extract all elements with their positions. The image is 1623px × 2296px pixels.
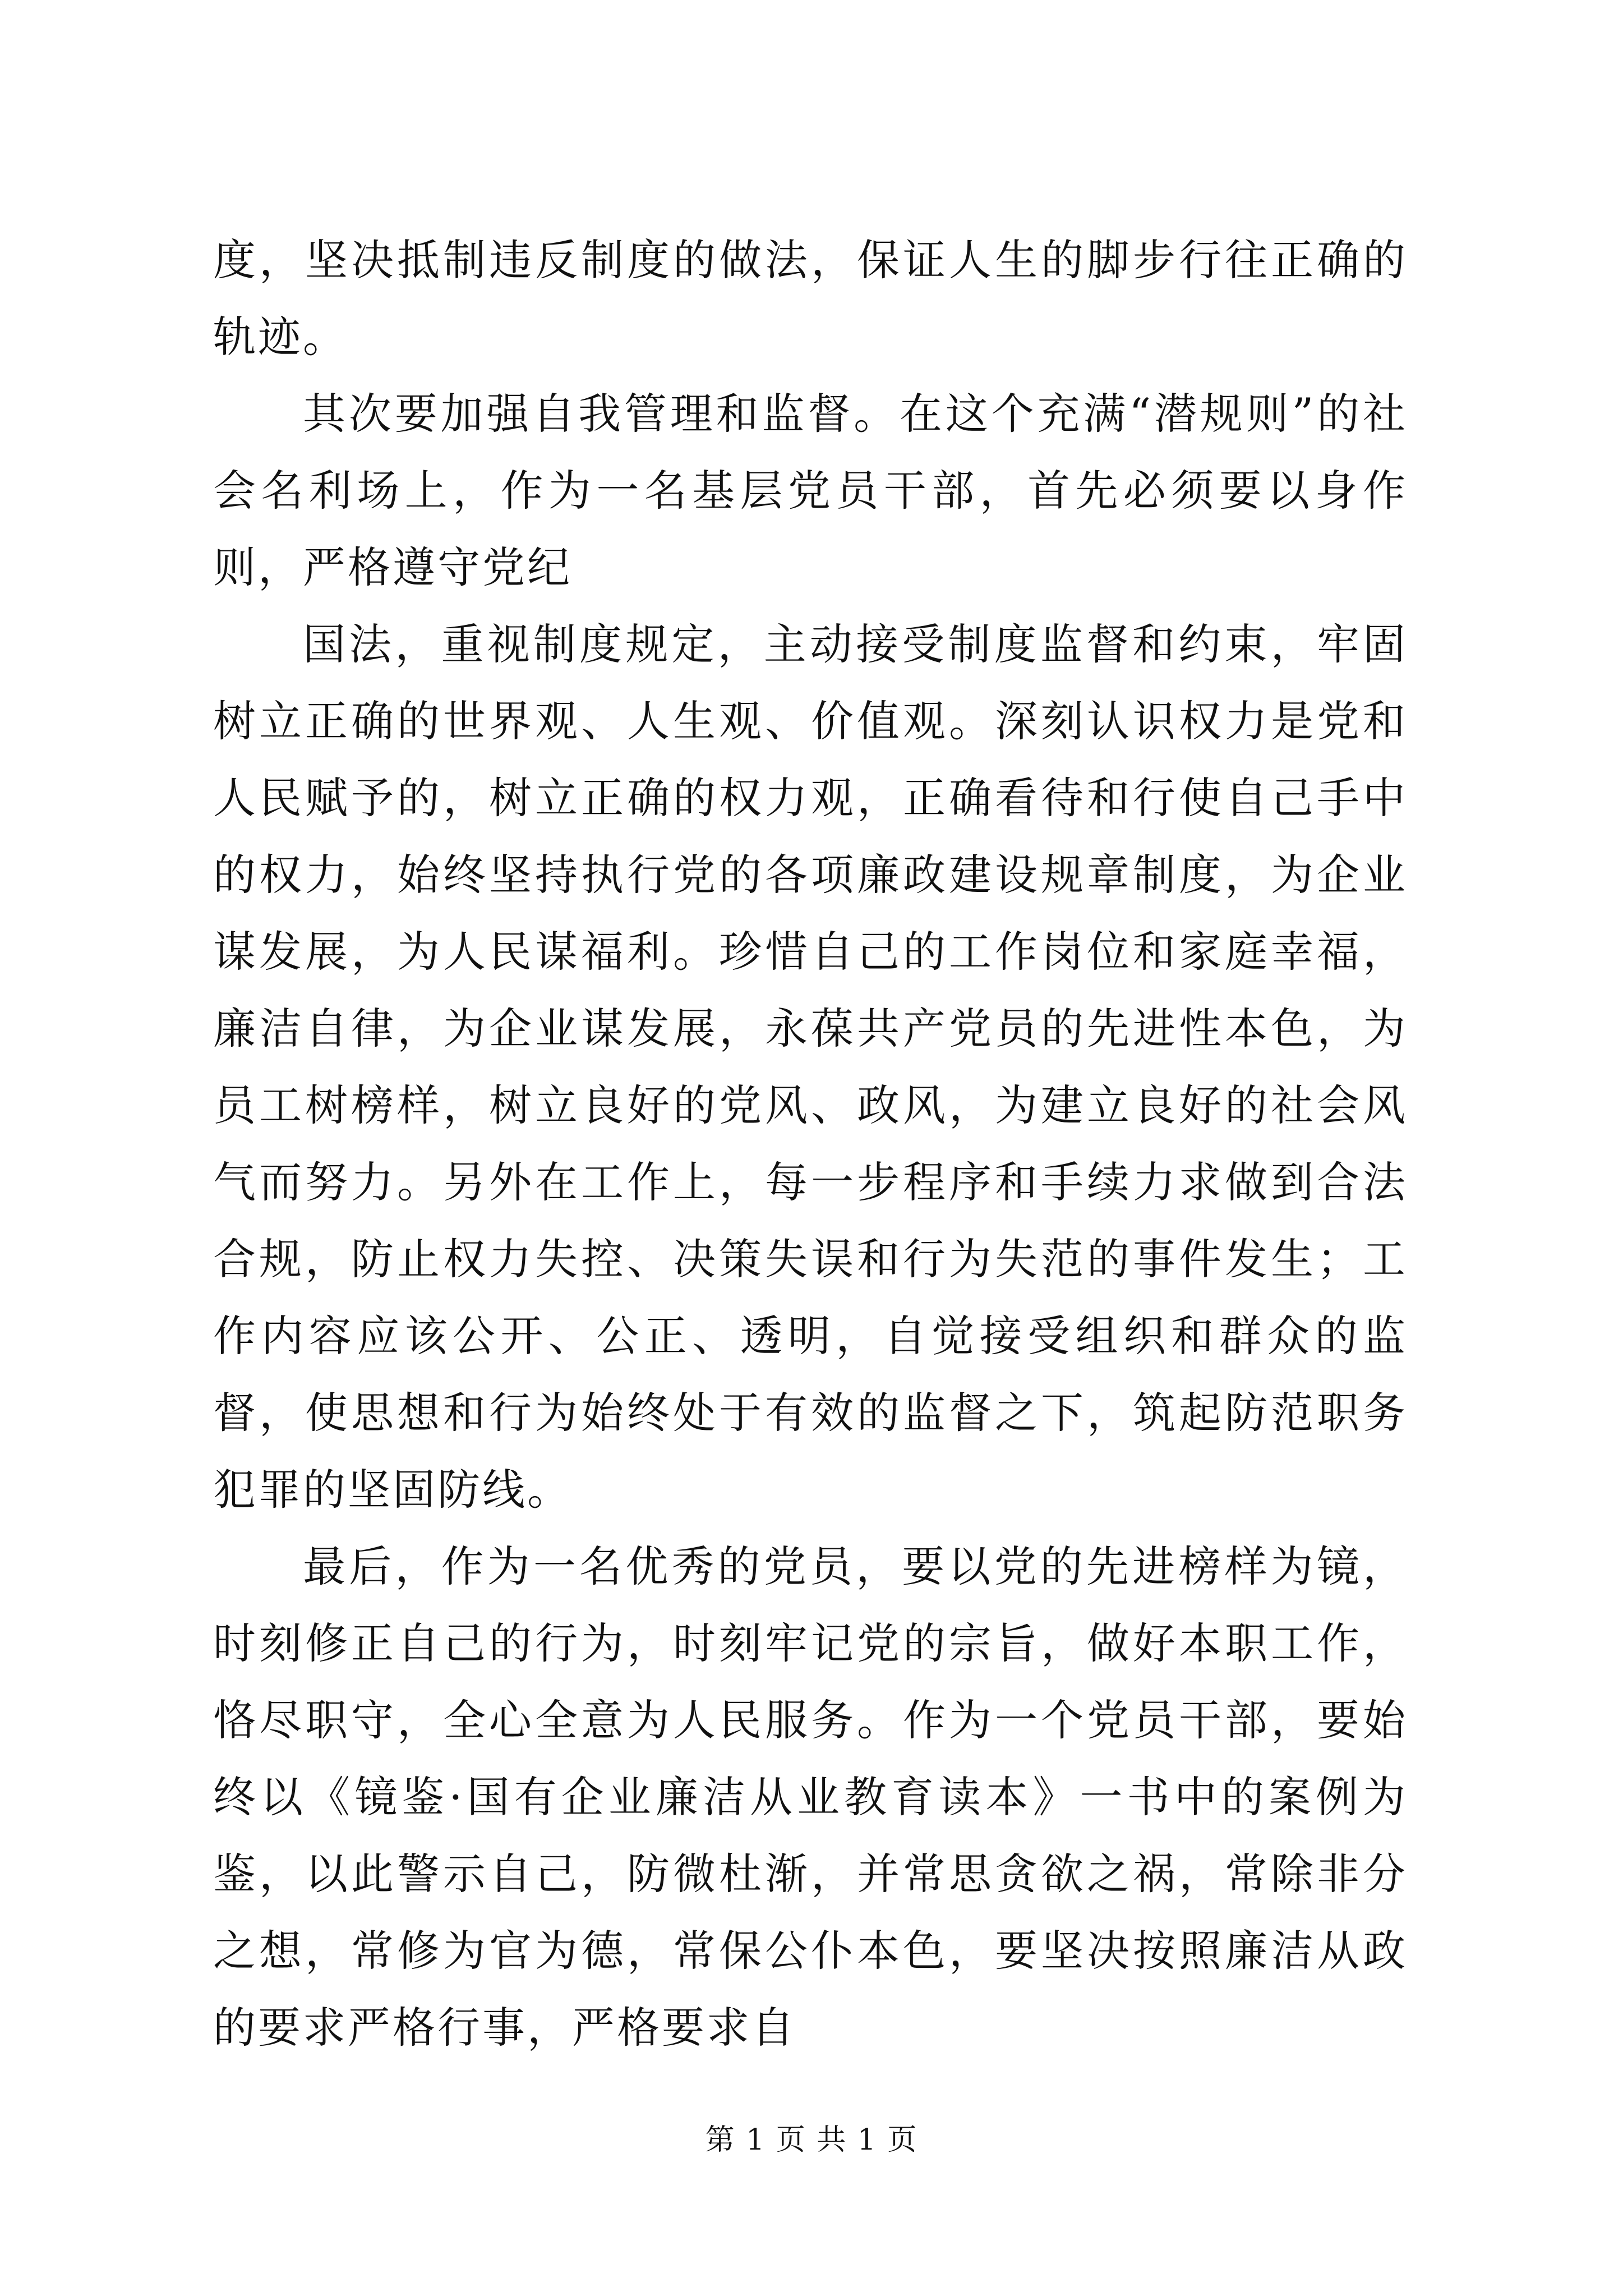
document-body bbox=[213, 222, 1408, 2066]
paragraph-1: 度，坚决抵制违反制度的做法，保证人生的脚步行往正确的轨迹。 bbox=[213, 235, 1408, 362]
paragraph-3: 国法，重视制度规定，主动接受制度监督和约束，牢固树立正确的世界观、人生观、价值观。深刻认识权力是党和人民赋予的，树立正确的权力观，正确看待和行使自己手中的权力，始终坚持执行党的各项廉政建设规章制度，为企业谋发展，为人民谋福利。珍惜自己的工作岗位和家庭幸福，廉洁自律，为企业谋发展，永葆共产党员的先进性本色，为员工树榜样，树立良好的党风、政风，为建立良好的社会风气而努力。另外在工作上，每一步程序和手续力求做到合法合规，防止权力失控、决策失误和行为失范的事件发生；工作内容应该公开、公正、透明，自觉接受组织和群众的监督，使思想和行为始终处于有效的监督之下，筑起防范职务犯罪的坚固防线。 bbox=[213, 619, 1408, 1515]
page-footer: 第 1 页 共 1 页 bbox=[705, 2123, 918, 2157]
paragraph-4: 最后，作为一名优秀的党员，要以党的先进榜样为镜，时刻修正自己的行为，时刻牢记党的宗旨，做好本职工作，恪尽职守，全心全意为人民服务。作为一个党员干部，要始终以《镜鉴·国有企业廉洁从业教育读本》一书中的案例为鉴，以此警示自己，防微杜渐，并常思贪欲之祸，常除非分之想，常修为官为德，常保公仆本色，要坚决按照廉洁从政的要求严格行事，严格要求自 bbox=[213, 1542, 1408, 2053]
paragraph-2: 其次要加强自我管理和监督。在这个充满“潜规则”的社会名利场上，作为一名基层党员干部，首先必须要以身作则，严格遵守党纪 bbox=[213, 389, 1408, 592]
